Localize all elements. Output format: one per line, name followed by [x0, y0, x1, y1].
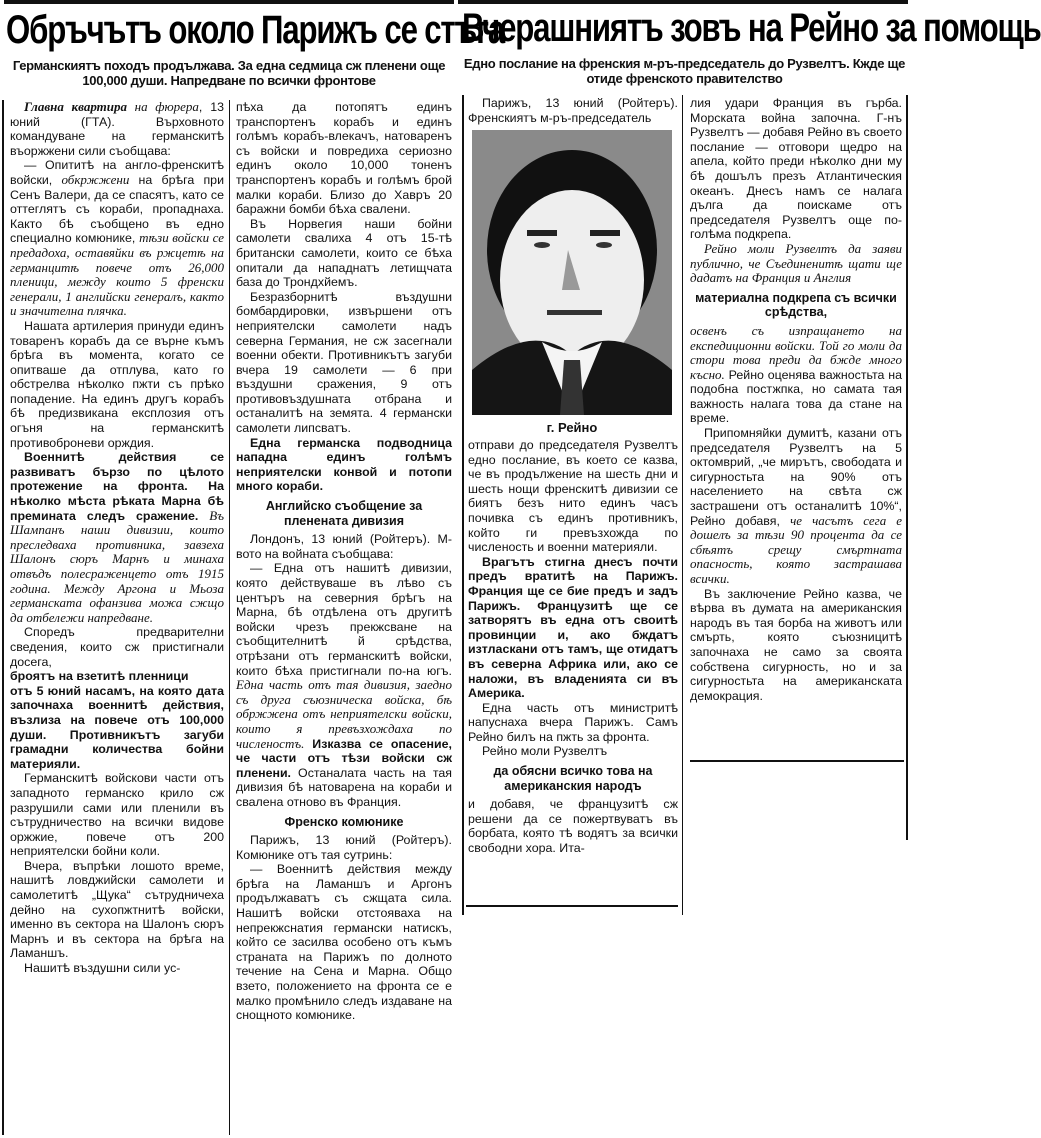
column-rule	[906, 95, 908, 840]
left-col-2	[236, 100, 452, 1023]
section-heading-english: Английско съобщение за пленената дивизия	[265, 499, 423, 528]
paragraph	[690, 426, 902, 587]
text-run: Въ заключение Рейно казва, че вѣрва въ думата на американския народъ въ тая борба на животъ или смърть, която съюзницитѣ започнаха не само за своята собствена сигурность, но и за сигурностьта на американската демокрация.	[690, 586, 902, 703]
left-col-1	[10, 100, 224, 976]
paragraph	[236, 100, 452, 217]
text-run: Въ Норвегия наши бойни самолети свалиха 4 отъ 15-тѣ британски самолети, които се бѣха опитали да нападнатъ летищчата база до Трондхйемъ.	[236, 216, 452, 290]
article-paris-encirclement	[0, 0, 505, 1023]
text-run: отъ 5 юний насамъ, на която дата започнаха военнитѣ действия, възлиза на повече отъ 100,000 души. Противникътъ загуби грамадни количества бойни материяли.	[10, 683, 224, 771]
text-run: отправи до председателя Рузвелтъ едно послание, въ което се казва, че въ продължение на шесть дни и шесть нощи френскитѣ дивизии се биятъ безъ нито единъ часъ почивка съ единъ противникъ, който ги превъзхожда по численость и военни материяли.	[468, 438, 678, 555]
text-run: Военнитѣ действия се развиватъ бързо по цѣлото протежение на фронта. На нѣколко мѣста рѣката Марна бѣ премината следъ сражение.	[10, 450, 224, 523]
top-rule	[458, 0, 908, 4]
paragraph	[10, 158, 224, 319]
paragraph	[236, 217, 452, 290]
text-run: Врагътъ стигна днесъ почти предъ вратитѣ на Парижъ. Франция ще се бие предъ и задъ Парижъ. Французитѣ ще се затворятъ въ една отъ своитѣ провинции и, ако бждатъ изтласкани отъ тамъ, ще отидатъ въ северна Африка или, ако се наложи, въ владенията си въ Америка.	[468, 554, 678, 701]
paragraph	[468, 797, 678, 855]
paragraph	[236, 561, 452, 809]
right-col-2	[690, 96, 902, 703]
text-run: Германскитѣ войскови части отъ западното германско крило сж разрушили сами или пленили въ сътрудничество на всички видове оржжие, повече отъ 200 неприятелски бойни коли.	[10, 771, 224, 859]
paragraphs	[236, 833, 452, 1023]
paragraphs	[690, 96, 902, 286]
text-run: Припомняйки думитѣ, казани отъ председателя Рузвелтъ на 5 октомврий, „че мирътъ, свободата и сигурностьта на 90% отъ населението на свѣта сж застрашени отъ останалитѣ 10%“, Рейно добавя,	[690, 426, 902, 528]
article-end-rule	[690, 760, 904, 762]
section-heading-explain: да обясни всичко това на американския народъ	[493, 764, 653, 793]
paragraph	[468, 438, 678, 555]
paragraph	[10, 771, 224, 859]
text-run: Изказва се опасение, че части отъ тѣзи войски сж пленени.	[236, 736, 452, 780]
column-rule	[229, 100, 230, 1135]
paragraph	[690, 587, 902, 704]
text-run: Лондонъ, 13 юний (Ройтеръ). М-вото на войната съобщава:	[236, 532, 452, 561]
paragraph	[10, 859, 224, 961]
paragraphs	[690, 324, 902, 703]
paragraph	[236, 833, 452, 862]
top-rule	[4, 0, 454, 4]
text-run: — Една отъ нашитѣ дивизии, която действуваше въ лѣво съ центъръ на северния брѣгъ на Марна, бѣ отдѣлена отъ другитѣ войски чрезъ прекжсване на съобщителнитѣ й срѣдства, отрѣзани отъ германскитѣ войски, които бѣха пристигнали по-на югъ.	[236, 561, 452, 678]
text-run: Главна квартира	[24, 99, 135, 114]
paragraph	[10, 961, 224, 976]
paragraphs	[468, 438, 678, 759]
text-run: Нашата артилерия принуди единъ товаренъ корабъ да се върне къмъ брѣга въ момента, когато се опитваше да отплува, като го обстрелва нѣколко пжти съ прѣко попадение. На единъ другъ корабъ бѣ предизвикана експлозия отъ огъня на германскитѣ противоброневи орждия.	[10, 318, 224, 450]
headline: Обръчътъ около Парижъ се стъга	[6, 8, 505, 52]
text-run: Рейно оценява важностьта на подобна постжпка, но самата тая важность налага това да стане на време.	[690, 367, 902, 426]
text-run: Вчера, въпрѣки лошото време, нашитѣ ловджийски самолети и самолетитѣ „Щука“ сътрудничеха дейно на сухопжтнитѣ войски, именно въ сектора на Шалонъ сюръ Марнъ и въ сектора на брѣга на Ламаншъ.	[10, 858, 224, 961]
text-run: пѣха да потопятъ единъ транспортенъ корабъ и единъ голѣмъ корабъ-влекачъ, натоваренъ съ войски и повредиха сериозно единъ около 10,000 тоненъ транспортенъ корабъ и голѣмъ брой малки кораби. Близо до Хавръ 20 баражни бомби бѣха свалени.	[236, 100, 452, 217]
text-run: Безразборнитѣ въздушни бомбардировки, извършени отъ неприятелски самолети надъ северна Германия, не сж засегнали военни обекти. Противникътъ загуби вчера 19 самолети — 6 при въздушни сражения, 9 отъ противовъздушната отбрана и останалитѣ на земята. 4 германски самолети липсватъ.	[236, 289, 452, 436]
paragraph	[690, 242, 902, 286]
headline: Вчерашниятъ зовъ на Рейно за помощь	[462, 6, 1041, 50]
text-run: на фюрера	[134, 99, 199, 114]
text-run: Нашитѣ въздушни сили ус-	[24, 961, 181, 976]
paragraph	[236, 532, 452, 561]
photo-caption: г. Рейно	[546, 420, 598, 435]
text-run: — Военнитѣ действия между брѣга на Ламаншъ и Аргонъ продължаватъ съ сжщата сила. Нашитѣ войски отстояваха на непрекжснатия германски натискъ, който се засилва особено отъ къмъ страната на Парижъ по долното течение на Сена и Марна. Общо взето, положението на фронта се е малко промѣнило следъ издаване на снощното комюнике.	[236, 862, 452, 1023]
paragraph	[10, 669, 224, 684]
text-run: обкржжени	[61, 171, 130, 187]
paragraph	[10, 684, 224, 772]
column-rule	[682, 95, 683, 915]
portrait-reynaud-image	[472, 130, 672, 415]
section-heading-material: материална подкрепа съ всички срѣдства,	[695, 290, 897, 320]
text-run: Споредъ предварителни сведения, които сж пристигнали досега,	[10, 625, 224, 669]
text-run: тѣзи войски се предадоха, оставяйки въ ржцетѣ на германцитѣ повече отъ 26,000 пленици, между които 5 френски генерали, 1 английски генералъ, както и значителна плячка.	[10, 230, 224, 319]
paragraphs	[236, 532, 452, 809]
text-run: Рейно моли Рузвелтъ да заяви публично, че Съединенитѣ щати ще дадатъ на Франция и Англия	[690, 240, 902, 286]
paragraph	[236, 436, 452, 494]
text-run: Една германска подводница нападна единъ голѣмъ неприятелски конвой и потопи много кораби.	[236, 435, 452, 494]
paragraph	[10, 625, 224, 669]
paragraphs	[236, 100, 452, 494]
text-run: Една часть отъ тая дивизия, заедно съ друга съюзническа войска, бѣ обржжена отъ неприятелски войски, които я превъзхождаха по численостъ.	[236, 677, 452, 751]
paragraph	[690, 324, 902, 426]
paragraph	[236, 290, 452, 436]
article-end-rule	[466, 905, 678, 907]
text-run: и добавя, че французитѣ сж решени да се пожертвуватъ въ борбата, която тѣ водятъ за всички свободни хора. Ита-	[468, 797, 678, 856]
paragraph	[236, 862, 452, 1023]
text-run: Една часть отъ министритѣ напуснаха вчера Парижъ. Самъ Рейно билъ на пжть за фронта.	[468, 700, 678, 744]
text-run: на брѣга при Сенъ Валери, да се спасятъ, като се оттеглятъ съ кораби, пропаднаха. Както бѣ съобщено въ едно специално комюнике,	[10, 172, 224, 246]
text-run: — Опититѣ на англо-френскитѣ войски,	[10, 158, 224, 187]
paragraph	[690, 96, 902, 242]
text-run: Въ Шампанъ наши дивизии, които преследваха противника, завзеха Шалонъ сюръ Марнъ и минаха отвъдъ полесраженцето отъ 1915 година. Между Аргона и Мьоза германската офанзива можа сжщо да отбележи напредване.	[10, 507, 224, 625]
paragraph	[468, 555, 678, 701]
text-run: , 13 юний (ГТА). Върховното командуване на германскитѣ въоржжени сили съобщава:	[10, 100, 224, 158]
column-rule	[2, 100, 4, 1135]
paragraphs	[468, 797, 678, 855]
text-run: Рейно моли Рузвелтъ	[482, 744, 608, 759]
subheadline: Едно послание на френския м-ръ-председатель до Рузвелтъ. Кжде ще отиде френското правителство	[463, 56, 906, 86]
paragraph	[468, 701, 678, 745]
right-col-1-top	[468, 96, 678, 125]
paragraph	[10, 319, 224, 450]
text-run: Парижъ, 13 юний (Ройтеръ). Френскиятъ м-ръ-председатель	[468, 96, 678, 125]
text-run: Останалата часть на тая дивизия бѣ натоварена на кораби и свалена отново въ Франция.	[236, 765, 452, 809]
section-heading-french: Френско комюнике	[284, 814, 404, 829]
right-col-1	[468, 438, 678, 856]
text-run: че часътъ сега е дошелъ за тѣзи 90 процента да се сбѣятъ срещу смъртната опасность, която застрашава всички.	[690, 512, 902, 586]
paragraphs	[468, 96, 678, 125]
subheadline: Германскиятъ походъ продължава. За една седмица сж пленени още 100,000 души. Напредване по всички фронтове	[12, 58, 446, 88]
paragraph	[468, 744, 678, 759]
paragraph	[10, 100, 224, 158]
article-reynaud-appeal	[458, 0, 1041, 856]
paragraphs	[10, 100, 224, 976]
paragraph	[10, 450, 224, 625]
paragraph	[468, 96, 678, 125]
portrait-photo	[472, 130, 672, 415]
column-rule	[462, 95, 464, 915]
text-run: лия удари Франция въ гърба. Морската война започна. Г-нъ Рузвелтъ — добавя Рейно въ своето послание — отговори щедро на апела, който преди нѣколко дни му бѣ дошълъ презъ Атлантическия океанъ. Днесъ намъ се налага дълга да поискаме отъ председателя Рузвелтъ още по-голѣма подкрепа.	[690, 96, 902, 242]
text-run: освенъ съ изпращането на експедиционни войски. Той го моли да стори това преди да бжде много късно.	[690, 322, 902, 382]
text-run: брoятъ на взетитѣ пленници	[10, 669, 189, 684]
text-run: Парижъ, 13 юний (Ройтеръ). Комюнике отъ тая сутринь:	[236, 833, 452, 862]
